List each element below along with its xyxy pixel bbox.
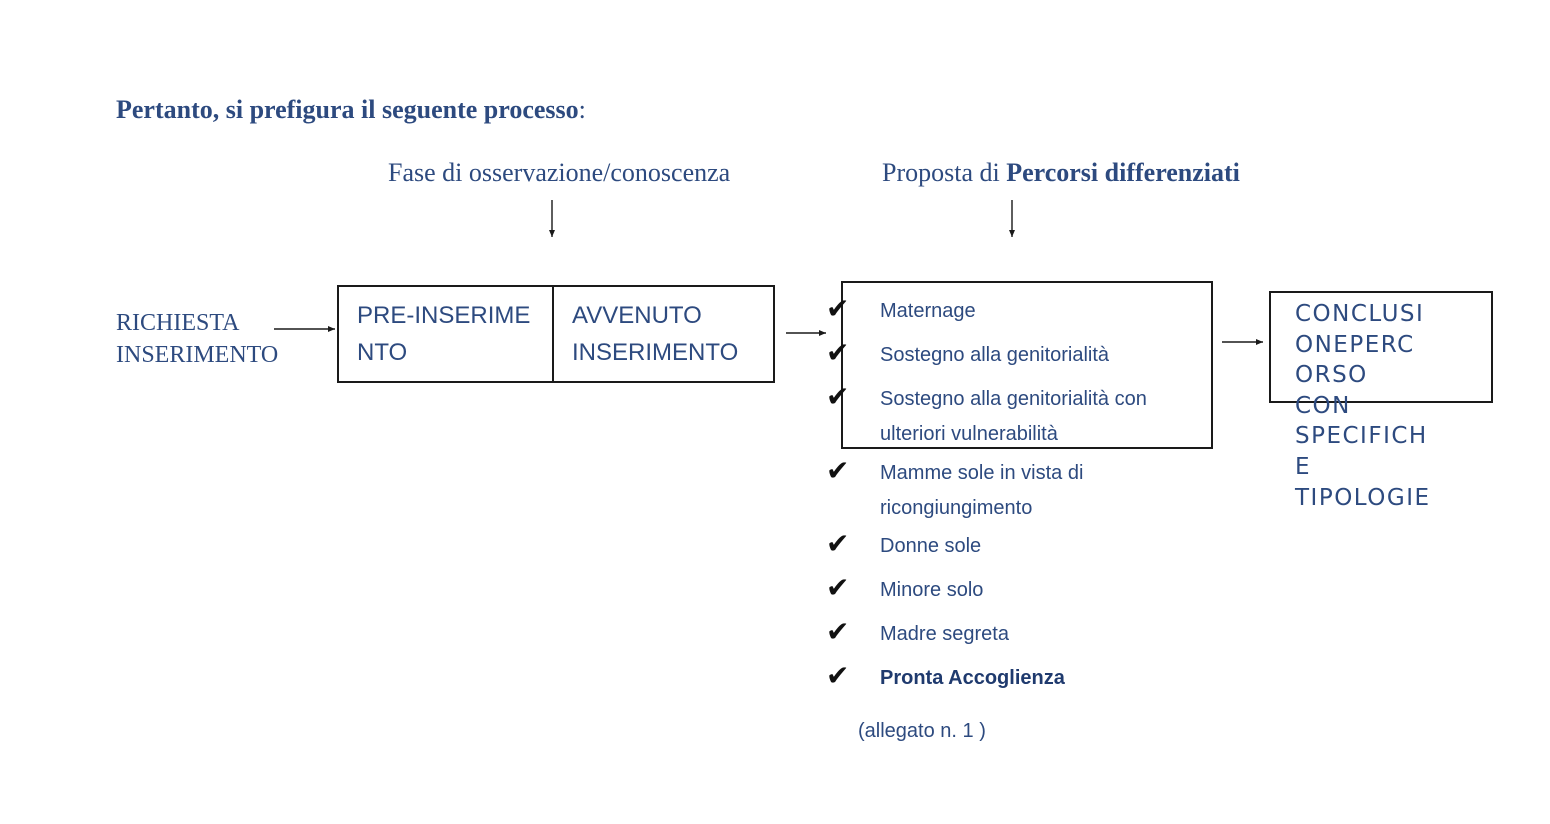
check-icon: ✔ <box>826 292 850 325</box>
phase-observation-label: Fase di osservazione/conoscenza <box>388 158 731 187</box>
heading-colon: : <box>578 95 586 124</box>
heading-text: Pertanto, si prefigura il seguente processo <box>116 95 579 124</box>
percorso-label: Maternage <box>880 300 976 322</box>
percorso-label: Sostegno alla genitorialità <box>880 344 1110 366</box>
box-avvenuto-inserimento <box>552 285 775 383</box>
check-icon: ✔ <box>826 380 850 413</box>
start-line-1: RICHIESTA <box>116 310 240 336</box>
start-line-2: INSERIMENTO <box>116 342 279 368</box>
check-icon: ✔ <box>826 454 850 487</box>
check-icon: ✔ <box>826 571 850 604</box>
start-node-richiesta <box>116 307 278 371</box>
phase-proposal-label <box>882 158 1240 188</box>
phase-proposal-bold: Percorsi differenziati <box>1006 158 1240 187</box>
box-conclusione-text: CONCLUSI ONEPERC ORSO CON SPECIFICH E TIPOLOGIE <box>1295 301 1431 511</box>
page-heading <box>116 95 586 125</box>
percorso-label: Sostegno alla genitorialità con ulteriori vulnerabilità <box>880 388 1147 445</box>
allegato-note: (allegato n. 1 ) <box>858 720 986 742</box>
check-icon: ✔ <box>826 336 850 369</box>
phase-proposal-prefix: Proposta di <box>882 158 1007 187</box>
percorso-label: Madre segreta <box>880 623 1009 645</box>
check-icon: ✔ <box>826 659 850 692</box>
percorso-label: Mamme sole in vista di ricongiungimento <box>880 462 1084 519</box>
check-icon: ✔ <box>826 615 850 648</box>
check-icon: ✔ <box>826 527 850 560</box>
box-avvenuto-inserimento-text: AVVENUTO INSERIMENTO <box>572 302 739 366</box>
percorso-label: Donne sole <box>880 535 982 557</box>
box-pre-inserimento <box>337 285 554 383</box>
percorso-label: Pronta Accoglienza <box>880 667 1065 689</box>
percorso-label: Minore solo <box>880 579 984 601</box>
box-pre-inserimento-text: PRE-INSERIME NTO <box>357 302 531 366</box>
